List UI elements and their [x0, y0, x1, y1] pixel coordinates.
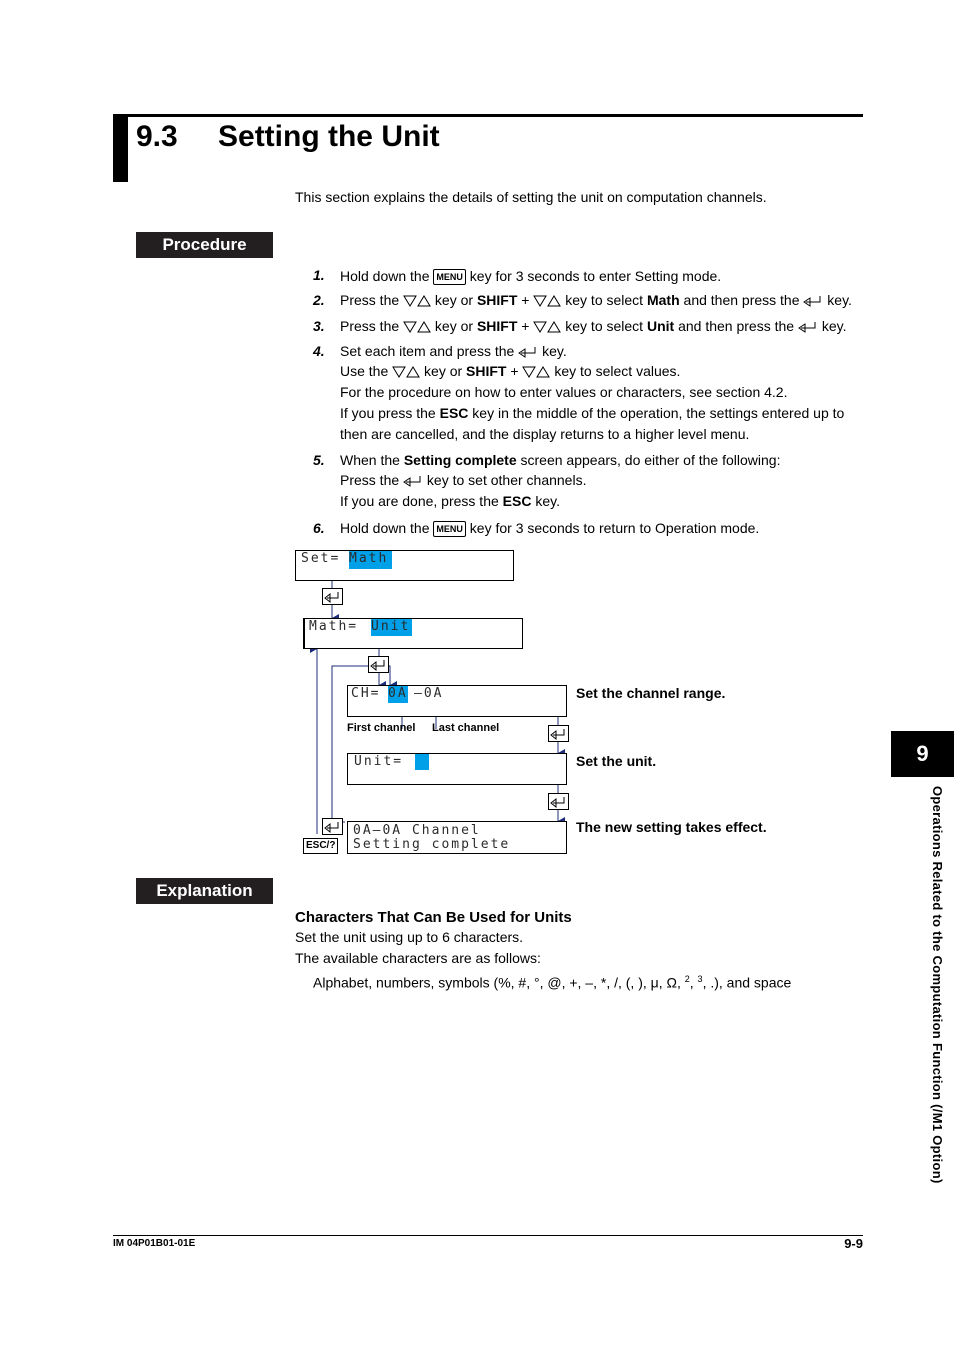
note-channel-range: Set the channel range.	[576, 685, 726, 701]
explanation-line-1: Set the unit using up to 6 characters.	[295, 929, 524, 945]
lcd-math-unit: Math= Unit	[303, 618, 523, 649]
step-5-line-3: If you are done, press the ESC key.	[340, 493, 560, 509]
explanation-line-2: The available characters are as follows:	[295, 950, 541, 966]
menu-key-icon: MENU	[433, 521, 466, 537]
down-up-arrow-keys-icon	[403, 321, 431, 333]
unit-cursor	[415, 754, 429, 770]
first-channel-label: First channel	[347, 722, 416, 734]
step-4-line-2: Use the key or SHIFT + key to select values.	[340, 363, 681, 379]
step-number: 4.	[313, 343, 325, 359]
explanation-line-3: Alphabet, numbers, symbols (%, #, °, @, +, –, *, /, (, ), μ, Ω, $^2$, $^3$, .), and space	[313, 974, 792, 991]
lcd-set-math: Set= Math	[295, 550, 514, 581]
step-1: Hold down the MENU key for 3 seconds to enter Setting mode.	[340, 268, 722, 284]
step-5-line-1: When the Setting complete screen appears, do either of the following:	[340, 452, 781, 468]
lcd-setting-complete: 0A–0A Channel Setting complete	[347, 821, 567, 854]
down-up-arrow-keys-icon	[403, 295, 431, 307]
header-rule	[113, 114, 863, 117]
step-4-line-4: If you press the ESC key in the middle of the operation, the settings entered up to	[340, 405, 845, 421]
last-channel-label: Last channel	[432, 722, 500, 734]
step-number: 1.	[313, 267, 325, 283]
down-up-arrow-keys-icon	[533, 295, 561, 307]
enter-key-icon	[548, 793, 569, 810]
step-number: 6.	[313, 520, 325, 536]
chapter-tab-text: Operations Related to the Computation Function (/M1 Option)	[930, 786, 945, 1184]
lcd-unit: Unit=	[347, 753, 567, 785]
step-5-line-2: Press the key to set other channels.	[340, 472, 587, 488]
step-number: 2.	[313, 292, 325, 308]
enter-key-icon	[322, 818, 343, 835]
section-number: 9.3	[136, 120, 178, 153]
lcd-channel-range: CH= 0A –0A	[347, 685, 567, 717]
enter-key-icon	[518, 346, 538, 358]
step-6: Hold down the MENU key for 3 seconds to return to Operation mode.	[340, 520, 760, 536]
enter-key-icon	[403, 475, 423, 487]
enter-key-icon	[368, 656, 389, 673]
procedure-label: Procedure	[136, 232, 273, 258]
step-number: 5.	[313, 452, 325, 468]
down-up-arrow-keys-icon	[392, 366, 420, 378]
header-bar	[113, 114, 128, 182]
down-up-arrow-keys-icon	[533, 321, 561, 333]
step-4-line-1: Set each item and press the key.	[340, 343, 567, 359]
down-up-arrow-keys-icon	[522, 366, 550, 378]
footer-rule	[113, 1235, 863, 1236]
note-setting-effect: The new setting takes effect.	[576, 819, 767, 835]
section-title: Setting the Unit	[218, 120, 440, 153]
explanation-label: Explanation	[136, 878, 273, 904]
footer-doc-id: IM 04P01B01-01E	[113, 1238, 196, 1249]
enter-key-icon	[803, 295, 823, 307]
note-unit: Set the unit.	[576, 753, 657, 769]
step-3: Press the key or SHIFT + key to select Unit and then press the key.	[340, 318, 847, 334]
step-4-line-5: then are cancelled, and the display returns to a higher level menu.	[340, 426, 750, 442]
footer-page-number: 9-9	[844, 1236, 863, 1251]
step-4-line-3: For the procedure on how to enter values or characters, see section 4.2.	[340, 384, 788, 400]
explanation-heading: Characters That Can Be Used for Units	[295, 909, 572, 926]
enter-key-icon	[798, 321, 818, 333]
intro-text: This section explains the details of setting the unit on computation channels.	[295, 189, 767, 205]
step-number: 3.	[313, 318, 325, 334]
step-2: Press the key or SHIFT + key to select Math and then press the key.	[340, 292, 852, 308]
enter-key-icon	[322, 588, 343, 605]
menu-key-icon: MENU	[433, 269, 466, 285]
enter-key-icon	[548, 725, 569, 742]
chapter-tab: 9	[891, 731, 954, 777]
esc-key-icon: ESC/?	[303, 838, 338, 854]
